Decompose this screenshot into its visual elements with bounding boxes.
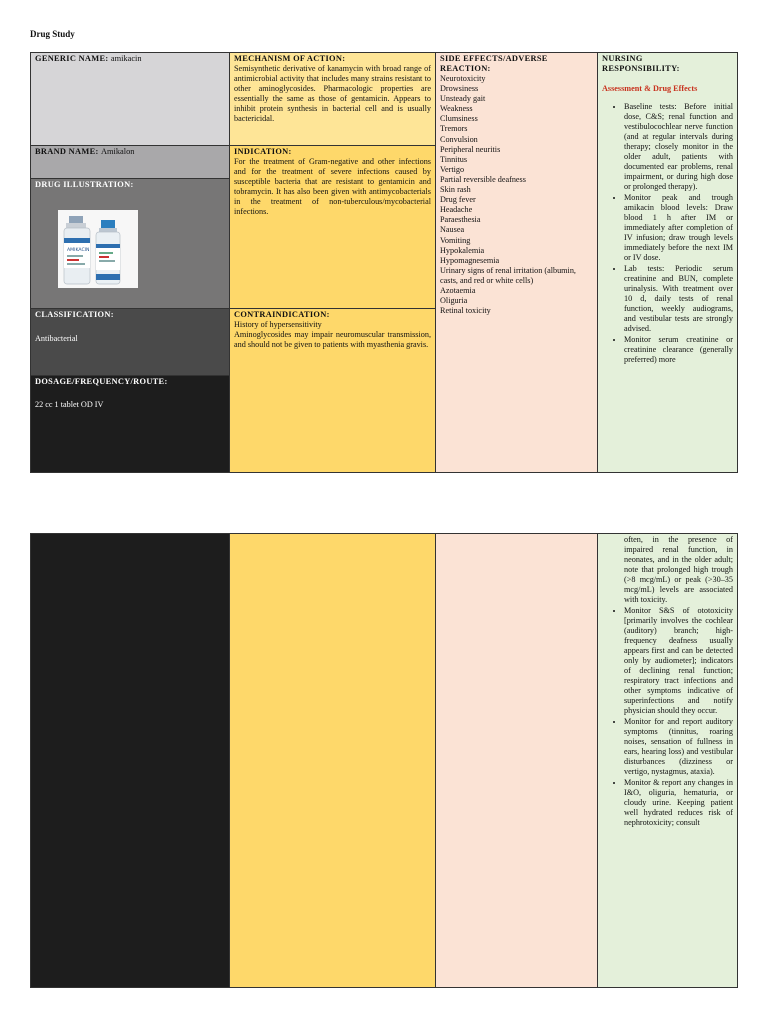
nursing-heading-1: NURSING bbox=[602, 54, 643, 63]
column-drug-info bbox=[31, 53, 230, 472]
mechanism-cell: MECHANISM OF ACTION: Semisynthetic derivative of kanamycin with broad range of antimicrobial activity that includes many strains resistant to other aminoglycosides. Pharmacologic properties are essentially the same as those of gentamicin. Appears to inhibit protein synthesis in bacterial cell and is usually bactericidal. bbox=[230, 53, 435, 145]
side-effect-item: Nausea bbox=[440, 225, 465, 235]
side-effect-item: Urinary signs of renal irritation (albumin, casts, and red or white cells) bbox=[440, 265, 576, 285]
column-side-effects-continued bbox=[436, 534, 598, 987]
mechanism-text: Semisynthetic derivative of kanamycin with broad range of antimicrobial activity that includes many strains resistant to other aminoglycosides. Pharmacologic properties are essentially the same as those of gentamicin. Appears to inhibit protein synthesis in bacterial cell and is usually bactericidal. bbox=[234, 64, 431, 123]
side-effects-list bbox=[440, 74, 593, 316]
side-effect-item: Azotaemia bbox=[440, 285, 476, 295]
side-effect-item: Unsteady gait bbox=[440, 94, 486, 104]
nursing-heading-2: RESPONSIBILITY bbox=[602, 64, 677, 73]
nursing-item: • Lab tests: Periodic serum creatinine and BUN, complete urinalysis. With treatment over 10 d, daily tests of renal function, weekly audiograms, and vestibular tests are strongly advised. bbox=[624, 264, 733, 334]
dosage-value: 22 cc 1 tablet OD IV bbox=[35, 400, 104, 409]
indication-cell: INDICATION: For the treatment of Gram-negative and other infections and for the treatment of severe infections caused by susceptible bacteria that are resistant to gentamicin and tobramycin. It has also been given with antimycobacterials in the treatment of non-tuberculous/mycobacterial infections. bbox=[230, 145, 435, 308]
side-effect-item: Drowsiness bbox=[440, 84, 479, 94]
side-effect-item: Vomiting bbox=[440, 235, 471, 245]
side-effect-item: Hypokalemia bbox=[440, 245, 485, 255]
nursing-cell-continued bbox=[598, 534, 737, 987]
side-effect-item: Paraesthesia bbox=[440, 215, 481, 225]
side-effect-item: Convulsion bbox=[440, 134, 478, 144]
column-pharmacology-continued bbox=[230, 534, 436, 987]
side-effect-item: Tremors bbox=[440, 124, 468, 134]
nursing-item: • Monitor S&S of ototoxicity [primarily involves the cochlear (auditory) branch; high-frequency deafness usually appears first and can be detected only by audiometer]; indicators of declining renal function; respiratory tract infections and other symptoms indicative of superinfections and notify physician should they occur. bbox=[624, 606, 733, 716]
classification-value: Antibacterial bbox=[35, 334, 78, 343]
drug-illustration-cell: DRUG ILLUSTRATION: AMIKACIN bbox=[31, 178, 229, 308]
indication-text: For the treatment of Gram-negative and other infections and for the treatment of severe infections caused by susceptible bacteria that are resistant to gentamicin and tobramycin. It has also been given with antimycobacterials in the treatment of non-tuberculous/mycobacterial infections. bbox=[234, 157, 431, 216]
column-nursing bbox=[598, 53, 737, 472]
side-effect-item: Drug fever bbox=[440, 195, 476, 205]
side-effect-item: Headache bbox=[440, 205, 473, 215]
drug-vial-image bbox=[58, 210, 138, 288]
classification-cell: CLASSIFICATION: Antibacterial bbox=[31, 308, 229, 375]
column-side-effects bbox=[436, 53, 598, 472]
side-effect-item: Peripheral neuritis bbox=[440, 144, 501, 154]
contraindication-cell: CONTRAINDICATION: History of hypersensitivity Aminoglycosides may impair neuromuscular transmission, and should not be given to patients with myasthenia gravis. bbox=[230, 308, 435, 472]
side-effect-item: Oliguria bbox=[440, 296, 468, 306]
nursing-cell: NURSING RESPONSIBILITY: Assessment & Drug Effects • Baseline tests: Before initial dose, C&S; renal function and vestibulocochlear nerve function (and at regular intervals during therapy; closely monitor in the older adult, patients with documented ear problems, renal impairment, or during high dose or prolonged therapy). • Monitor peak and trough amikacin blood levels: Draw blood 1 h after IM or immediately after completion of IV infusion; draw trough levels immediately before the next IM or IV dose. • Lab tests: Periodic serum creatinine and BUN, complete urinalysis. With treatment over 10 d, daily tests of renal function, weekly audiograms, and vestibular tests are strongly advised. • Monitor serum creatinine or creatinine clearance (generally preferred) more bbox=[598, 53, 737, 472]
dosage-cell: DOSAGE/FREQUENCY/ROUTE: 22 cc 1 tablet OD IV bbox=[31, 375, 229, 472]
drug-study-table-page-1 bbox=[30, 52, 738, 473]
side-effect-item: Skin rash bbox=[440, 185, 471, 195]
column-nursing-continued bbox=[598, 534, 737, 987]
nursing-item: • Monitor serum creatinine or creatinine clearance (generally preferred) more bbox=[624, 335, 733, 365]
side-effect-item: Retinal toxicity bbox=[440, 306, 491, 316]
nursing-list-page-1 bbox=[602, 102, 733, 365]
nursing-subheading: Assessment & Drug Effects bbox=[602, 84, 698, 93]
nursing-item: • Monitor peak and trough amikacin blood levels: Draw blood 1 h after IM or immediately after completion of IV infusion; draw trough levels immediately before the next IM or IV dose. bbox=[624, 193, 733, 263]
vial-label-text: AMIKACIN bbox=[67, 248, 90, 253]
side-effect-item: Tinnitus bbox=[440, 154, 468, 164]
side-effect-item: Hypomagnesemia bbox=[440, 255, 500, 265]
brand-name-cell: BRAND NAME: Amikalon bbox=[31, 145, 229, 178]
nursing-continuation: often, in the presence of impaired renal function, in neonates, and in the older adult; note that prolonged high trough (>8 mcg/mL) or peak (>30–35 mcg/mL) levels are associated with toxicity. bbox=[624, 535, 733, 604]
nursing-item: • Monitor & report any changes in I&O, oliguria, hematuria, or cloudy urine. Keeping patient well hydrated reduces risk of nephrotoxicity; consult bbox=[624, 778, 733, 828]
generic-name-value: amikacin bbox=[110, 54, 142, 63]
side-effect-item: Partial reversible deafness bbox=[440, 174, 526, 184]
side-effect-item: Weakness bbox=[440, 104, 473, 114]
contraindication-text: Aminoglycosides may impair neuromuscular transmission, and should not be given to patients with myasthenia gravis. bbox=[234, 330, 431, 349]
column-pharmacology bbox=[230, 53, 436, 472]
side-effects-heading-2: REACTION bbox=[440, 64, 488, 73]
nursing-item: • Monitor for and report auditory symptoms (tinnitus, roaring noises, sensation of fullness in ears, hearing loss) and vestibular disturbances (dizziness or vertigo, nystagmus, ataxia). bbox=[624, 717, 733, 777]
side-effect-item: Vertigo bbox=[440, 164, 465, 174]
document-title: Drug Study bbox=[30, 29, 75, 39]
brand-name-value: Amikalon bbox=[100, 147, 135, 156]
side-effect-item: Neurotoxicity bbox=[440, 74, 486, 83]
contraindication-line: History of hypersensitivity bbox=[234, 320, 322, 329]
column-drug-info-continued bbox=[31, 534, 230, 987]
drug-study-table-page-2 bbox=[30, 533, 738, 988]
side-effects-heading-1: SIDE EFFECTS/ADVERSE bbox=[440, 54, 548, 63]
generic-name-cell: GENERIC NAME: amikacin bbox=[31, 53, 229, 145]
nursing-item: • Baseline tests: Before initial dose, C&S; renal function and vestibulocochlear nerve function (and at regular intervals during therapy; closely monitor in the older adult, patients with documented ear problems, renal impairment, or during high dose or prolonged therapy). bbox=[624, 102, 733, 192]
side-effects-cell: SIDE EFFECTS/ADVERSE REACTION: Neurotoxicity Drowsiness Unsteady gait Weakness Clumsiness Tremors Convulsion Peripheral neuritis Tinnitus Vertigo Partial reversible deafness Skin rash Drug fever Headache Paraesthesia Nausea Vomiting Hypokalemia Hypomagnesemia Urinary signs of renal irritation (albumin, casts, and red or white cells) Azotaemia Oliguria Retinal toxicity bbox=[436, 53, 597, 472]
side-effect-item: Clumsiness bbox=[440, 114, 478, 124]
nursing-list-page-2 bbox=[602, 606, 733, 828]
